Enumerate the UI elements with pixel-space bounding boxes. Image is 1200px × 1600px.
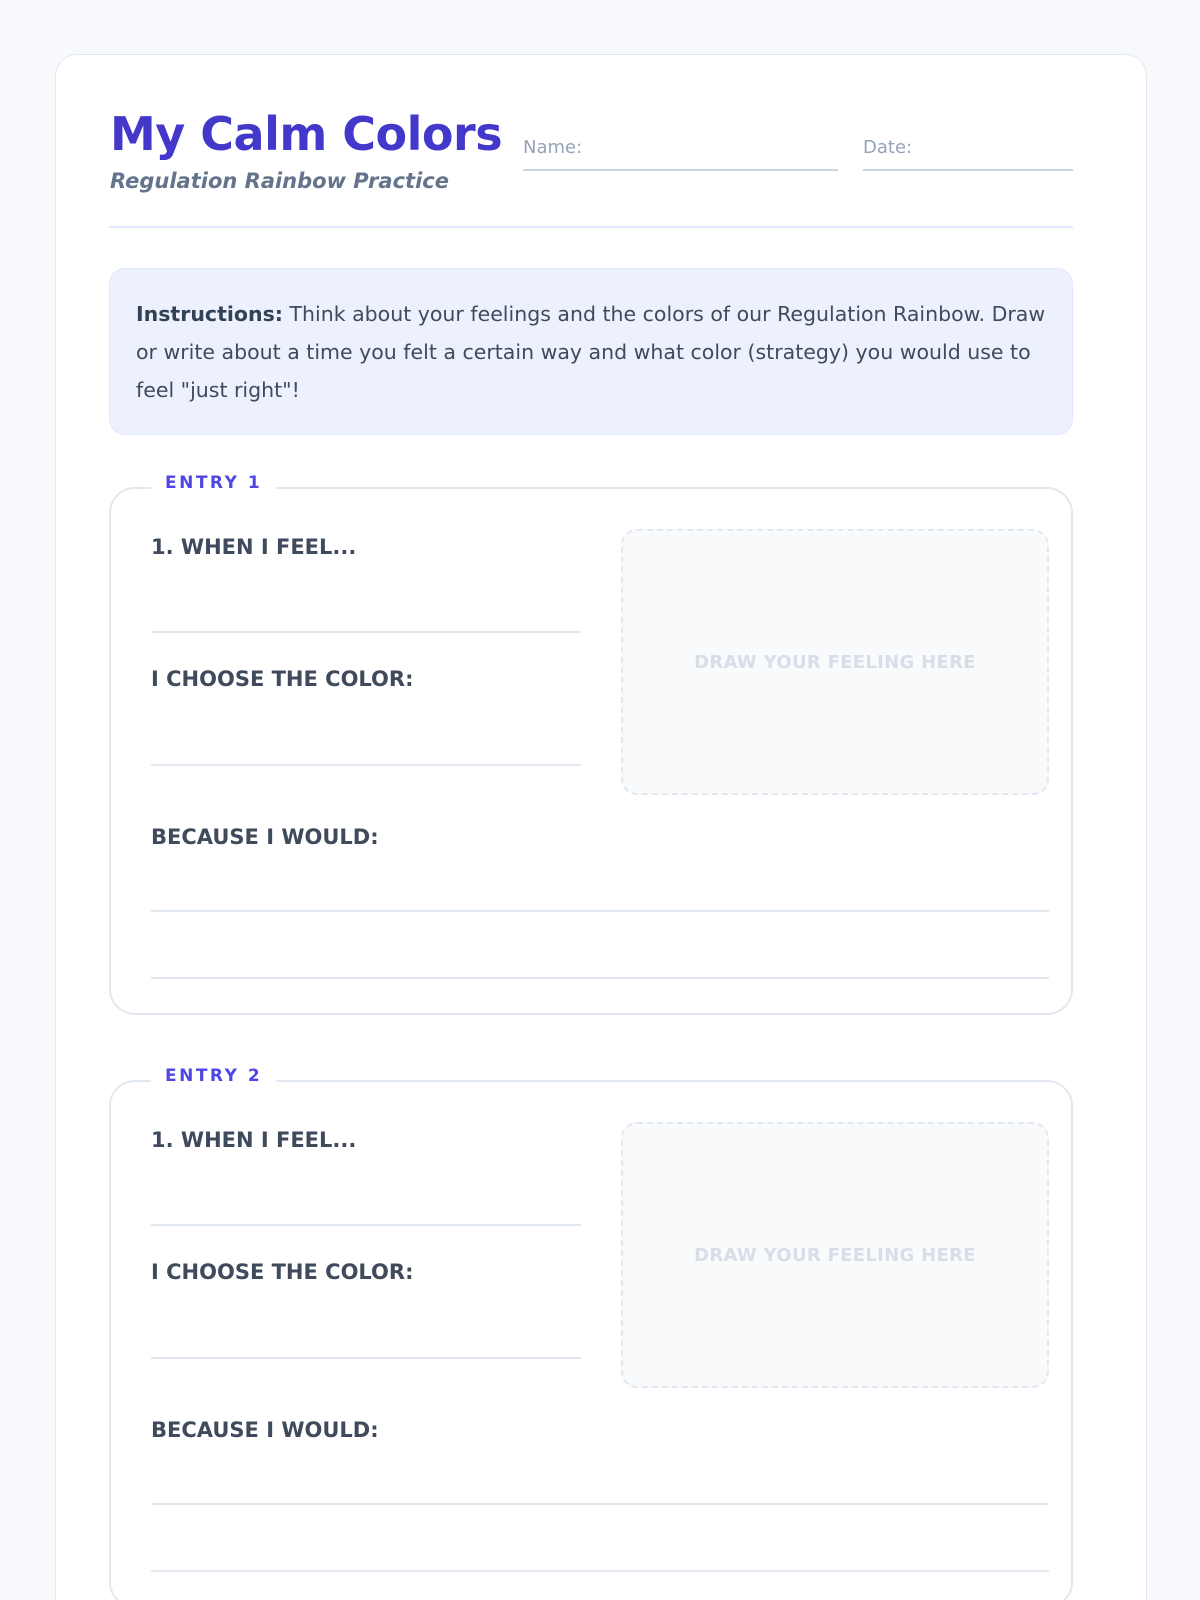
feel-answer-line[interactable] — [151, 631, 581, 633]
entry-legend: ENTRY 1 — [151, 473, 276, 493]
drawing-area[interactable] — [621, 529, 1049, 795]
entry-legend: ENTRY 2 — [151, 1066, 276, 1086]
because-answer-line-1[interactable] — [151, 1503, 1049, 1505]
because-label: BECAUSE I WOULD: — [151, 825, 379, 849]
instructions-box — [109, 268, 1073, 435]
draw-prompt: DRAW YOUR FEELING HERE — [694, 1244, 976, 1266]
when-i-feel-label: 1. WHEN I FEEL... — [151, 535, 357, 559]
entry-section-1 — [109, 473, 1073, 1015]
color-answer-line[interactable] — [151, 1357, 581, 1359]
date-field[interactable] — [863, 135, 1073, 171]
worksheet-card — [55, 54, 1147, 1600]
page-subtitle: Regulation Rainbow Practice — [110, 169, 449, 193]
instructions-lead: Instructions: — [136, 302, 283, 326]
because-label: BECAUSE I WOULD: — [151, 1418, 379, 1442]
because-answer-line-1[interactable] — [151, 910, 1049, 912]
color-answer-line[interactable] — [151, 764, 581, 766]
choose-color-label: I CHOOSE THE COLOR: — [151, 667, 414, 691]
header-divider — [109, 226, 1073, 228]
drawing-area[interactable] — [621, 1122, 1049, 1388]
choose-color-label: I CHOOSE THE COLOR: — [151, 1260, 414, 1284]
because-answer-line-2[interactable] — [151, 977, 1049, 979]
date-label: Date: — [863, 137, 913, 158]
instructions-text: Think about your feelings and the colors of our Regulation Rainbow. Draw or write about a time you felt a certain way and what color (strategy) you would use to feel "just right"! — [136, 302, 1046, 402]
page-title: My Calm Colors — [110, 107, 503, 161]
name-field[interactable] — [523, 135, 838, 171]
entry-section-2 — [109, 1066, 1073, 1600]
feel-answer-line[interactable] — [151, 1224, 581, 1226]
name-label: Name: — [523, 137, 583, 158]
when-i-feel-label: 1. WHEN I FEEL... — [151, 1128, 357, 1152]
because-answer-line-2[interactable] — [151, 1570, 1049, 1572]
draw-prompt: DRAW YOUR FEELING HERE — [694, 651, 976, 673]
